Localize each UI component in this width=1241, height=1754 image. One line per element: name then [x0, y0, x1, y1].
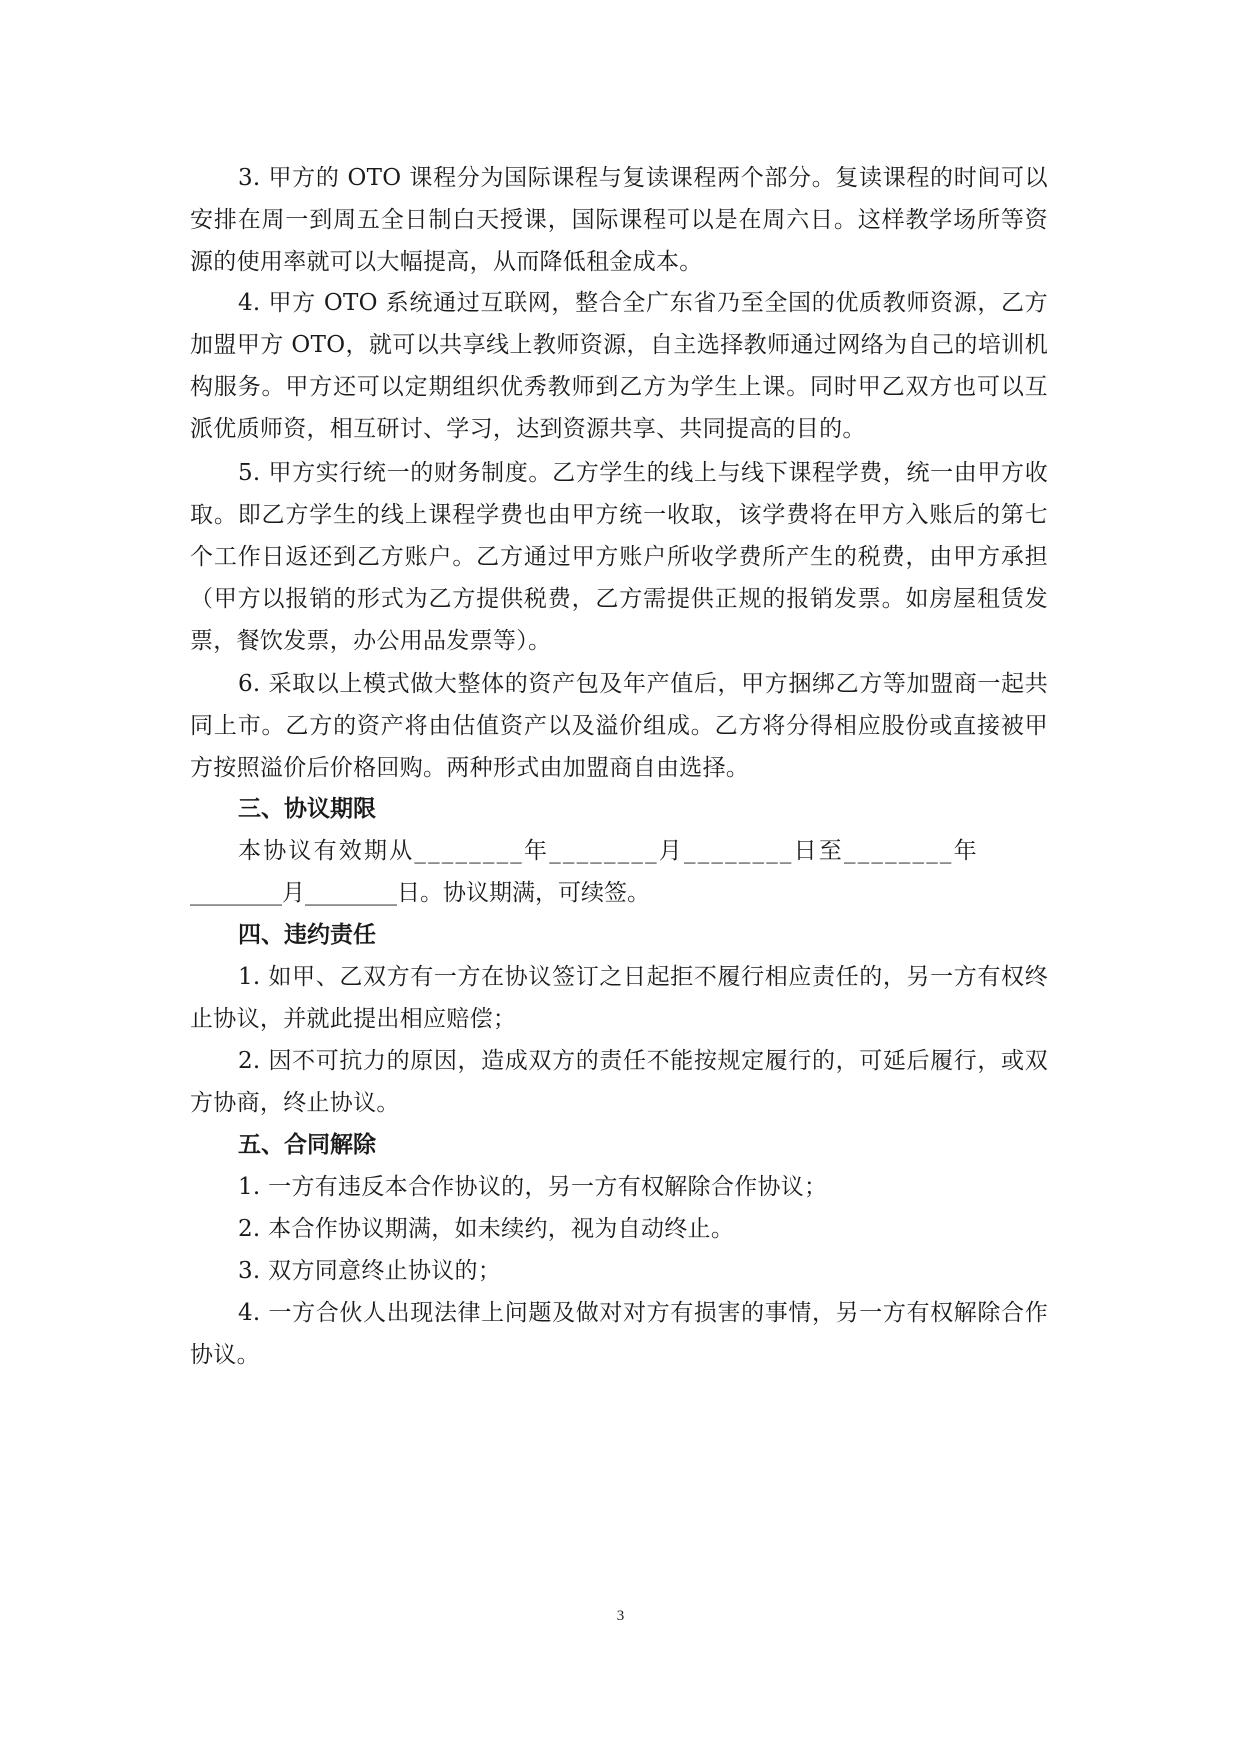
clause-3-paragraph: 3. 甲方的 OTO 课程分为国际课程与复读课程两个部分。复读课程的时间可以安排在周一到周五全日制白天授课，国际课程可以是在周六日。这样教学场所等资源的使用率就可以大幅提高，从而降低租金成本。	[190, 165, 1048, 275]
breach-item-1: 1. 如甲、乙双方有一方在协议签订之日起拒不履行相应责任的，另一方有权终止协议，并就此提出相应赔偿；	[190, 964, 1048, 1032]
clause-5-paragraph: 5. 甲方实行统一的财务制度。乙方学生的线上与线下课程学费，统一由甲方收取。即乙方学生的线上课程学费也由甲方统一收取，该学费将在甲方入账后的第七个工作日返还到乙方账户。乙方通过甲方账户所收学费所产生的税费，由甲方承担（甲方以报销的形式为乙方提供税费，乙方需提供正规的报销发票。如房屋租赁发票，餐饮发票，办公用品发票等）。	[190, 460, 1048, 654]
termination-item-3: 3. 双方同意终止协议的；	[238, 1258, 502, 1284]
clause-6-paragraph: 6. 采取以上模式做大整体的资产包及年产值后，甲方捆绑乙方等加盟商一起共同上市。乙方的资产将由估值资产以及溢价组成。乙方将分得相应股份或直接被甲方按照溢价后价格回购。两种形式由加盟商自由选择。	[190, 671, 1048, 781]
termination-heading: 五、合同解除	[238, 1132, 376, 1158]
termination-item-1: 1. 一方有违反本合作协议的，另一方有权解除合作协议；	[238, 1174, 828, 1200]
term-heading: 三、协议期限	[238, 796, 376, 822]
termination-item-2: 2. 本合作协议期满，如未续约，视为自动终止。	[238, 1216, 735, 1242]
breach-heading: 四、违约责任	[238, 922, 376, 948]
page-number: 3	[616, 1608, 625, 1624]
clause-4-paragraph: 4. 甲方 OTO 系统通过互联网，整合全广东省乃至全国的优质教师资源，乙方加盟甲方 OTO，就可以共享线上教师资源，自主选择教师通过网络为自己的培训机构服务。甲方还可以定期组织优秀教师到乙方为学生上课。同时甲乙双方也可以互派优质师资，相互研讨、学习，达到资源共享、共同提高的目的。	[190, 290, 1048, 442]
term-line-1: 本协议有效期从________年________月________日至________年	[238, 838, 979, 864]
term-line-2: ________月________日。协议期满，可续签。	[190, 880, 650, 906]
termination-item-4: 4. 一方合伙人出现法律上问题及做对对方有损害的事情，另一方有权解除合作协议。	[190, 1300, 1048, 1368]
breach-item-2: 2. 因不可抗力的原因，造成双方的责任不能按规定履行的，可延后履行，或双方协商，终止协议。	[190, 1048, 1048, 1116]
